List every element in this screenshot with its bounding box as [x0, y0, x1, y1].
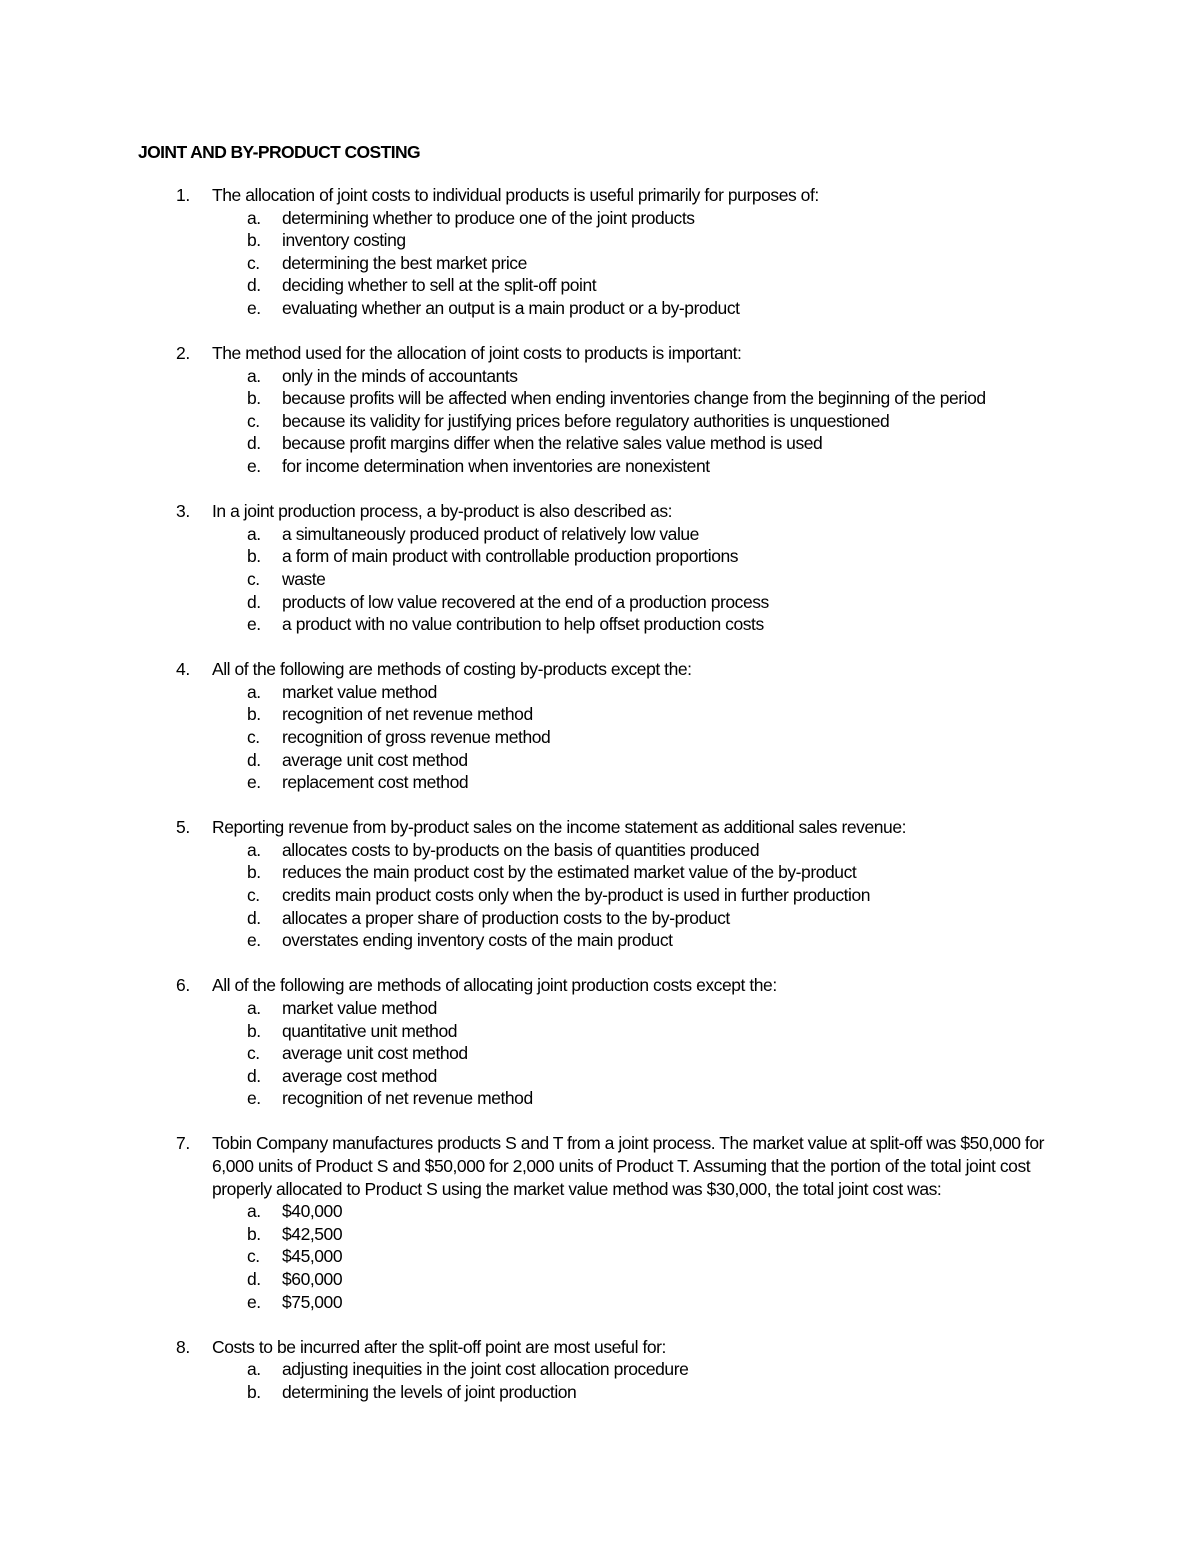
- question-number: 5.: [176, 817, 190, 838]
- question-text: All of the following are methods of allocating joint production costs except the:: [212, 975, 777, 996]
- option-letter: b.: [247, 388, 261, 409]
- option-letter: e.: [247, 930, 261, 951]
- option-letter: a.: [247, 1201, 261, 1222]
- option-letter: d.: [247, 275, 261, 296]
- option-letter: a.: [247, 365, 261, 386]
- option-text: a simultaneously produced product of relatively low value: [282, 523, 699, 544]
- answer-option: [0, 410, 1200, 433]
- option-letter: c.: [247, 410, 260, 431]
- answer-option: [0, 591, 1200, 614]
- answer-option: [0, 1223, 1200, 1246]
- option-text: waste: [282, 568, 326, 589]
- answer-option: [0, 229, 1200, 252]
- option-list: [0, 681, 1200, 794]
- option-text: credits main product costs only when the by-product is used in further production: [282, 885, 871, 906]
- option-text: determining whether to produce one of the joint products: [282, 207, 695, 228]
- answer-option: [0, 681, 1200, 704]
- option-letter: e.: [247, 772, 261, 793]
- option-text: adjusting inequities in the joint cost allocation procedure: [282, 1359, 689, 1380]
- option-list: [0, 839, 1200, 952]
- answer-option: [0, 726, 1200, 749]
- option-text: recognition of gross revenue method: [282, 726, 551, 747]
- option-letter: c.: [247, 252, 260, 273]
- option-text: for income determination when inventories are nonexistent: [282, 456, 710, 477]
- option-letter: d.: [247, 591, 261, 612]
- option-letter: a.: [247, 523, 261, 544]
- question-text: The method used for the allocation of joint costs to products is important:: [212, 343, 742, 364]
- answer-option: [0, 1268, 1200, 1291]
- option-text: because profits will be affected when ending inventories change from the beginning of the period: [282, 388, 986, 409]
- option-letter: c.: [247, 1043, 260, 1064]
- answer-option: [0, 929, 1200, 952]
- option-text: inventory costing: [282, 230, 406, 251]
- question-item: [0, 184, 1200, 320]
- answer-option: [0, 523, 1200, 546]
- answer-option: [0, 1200, 1200, 1223]
- option-text: quantitative unit method: [282, 1020, 458, 1041]
- option-letter: d.: [247, 749, 261, 770]
- option-list: [0, 1200, 1200, 1313]
- question-list: [0, 184, 1200, 1426]
- question-item: [0, 816, 1200, 952]
- option-letter: b.: [247, 230, 261, 251]
- answer-option: [0, 252, 1200, 275]
- answer-option: [0, 207, 1200, 230]
- option-text: recognition of net revenue method: [282, 704, 533, 725]
- document-title: JOINT AND BY-PRODUCT COSTING: [138, 142, 421, 162]
- question-item: [0, 1132, 1200, 1313]
- question-number: 6.: [176, 975, 190, 996]
- option-letter: b.: [247, 546, 261, 567]
- answer-option: [0, 749, 1200, 772]
- question-text: In a joint production process, a by-product is also described as:: [212, 501, 673, 522]
- question-text: Costs to be incurred after the split-off point are most useful for:: [212, 1336, 666, 1357]
- answer-option: [0, 568, 1200, 591]
- option-text: average unit cost method: [282, 749, 468, 770]
- option-letter: b.: [247, 704, 261, 725]
- option-letter: a.: [247, 681, 261, 702]
- option-text: $75,000: [282, 1291, 343, 1312]
- option-letter: b.: [247, 1381, 261, 1402]
- option-text: allocates a proper share of production costs to the by-product: [282, 907, 730, 928]
- question-number: 8.: [176, 1336, 190, 1357]
- question-item: [0, 342, 1200, 478]
- question-number: 7.: [176, 1133, 190, 1154]
- answer-option: [0, 703, 1200, 726]
- option-text: allocates costs to by-products on the basis of quantities produced: [282, 839, 760, 860]
- question-number: 2.: [176, 343, 190, 364]
- option-letter: b.: [247, 1020, 261, 1041]
- option-text: products of low value recovered at the end of a production process: [282, 591, 769, 612]
- option-letter: c.: [247, 885, 260, 906]
- option-text: market value method: [282, 997, 437, 1018]
- option-letter: b.: [247, 862, 261, 883]
- option-text: replacement cost method: [282, 772, 469, 793]
- option-text: because its validity for justifying prices before regulatory authorities is unquestioned: [282, 410, 890, 431]
- question-text: The allocation of joint costs to individual products is useful primarily for purposes of:: [212, 185, 819, 205]
- answer-option: [0, 907, 1200, 930]
- option-text: average cost method: [282, 1065, 437, 1086]
- option-letter: c.: [247, 726, 260, 747]
- option-text: $42,500: [282, 1223, 343, 1244]
- answer-option: [0, 545, 1200, 568]
- option-letter: c.: [247, 568, 260, 589]
- answer-option: [0, 613, 1200, 636]
- option-letter: a.: [247, 207, 261, 228]
- answer-option: [0, 274, 1200, 297]
- option-letter: a.: [247, 1359, 261, 1380]
- option-letter: e.: [247, 1291, 261, 1312]
- option-letter: d.: [247, 907, 261, 928]
- answer-option: [0, 1087, 1200, 1110]
- option-list: [0, 523, 1200, 636]
- option-list: [0, 997, 1200, 1110]
- option-text: a form of main product with controllable production proportions: [282, 546, 739, 567]
- option-letter: e.: [247, 297, 261, 318]
- option-text: evaluating whether an output is a main product or a by-product: [282, 297, 740, 318]
- option-letter: c.: [247, 1246, 260, 1267]
- option-letter: a.: [247, 839, 261, 860]
- question-item: [0, 658, 1200, 794]
- option-text: $40,000: [282, 1201, 343, 1222]
- question-text: Tobin Company manufactures products S and T from a joint process. The market value at split-off was $50,000 for 6,000 units of Product S and $50,000 for 2,000 units of Product T. Assuming that the portion of the total joint cost properly allocated to Product S using the market value method was $30,000, the total joint cost was:: [212, 1133, 1044, 1199]
- question-item: [0, 500, 1200, 636]
- option-letter: d.: [247, 433, 261, 454]
- option-letter: e.: [247, 614, 261, 635]
- option-text: average unit cost method: [282, 1043, 468, 1064]
- answer-option: [0, 1065, 1200, 1088]
- option-text: because profit margins differ when the relative sales value method is used: [282, 433, 823, 454]
- option-list: [0, 207, 1200, 320]
- answer-option: [0, 884, 1200, 907]
- option-list: [0, 1358, 1200, 1403]
- answer-option: [0, 1381, 1200, 1404]
- option-text: determining the levels of joint production: [282, 1381, 577, 1402]
- answer-option: [0, 1245, 1200, 1268]
- option-text: recognition of net revenue method: [282, 1088, 533, 1109]
- option-text: determining the best market price: [282, 252, 527, 273]
- option-text: $45,000: [282, 1246, 343, 1267]
- question-number: 1.: [176, 185, 190, 205]
- option-text: a product with no value contribution to help offset production costs: [282, 614, 764, 635]
- answer-option: [0, 1042, 1200, 1065]
- question-text: Reporting revenue from by-product sales on the income statement as additional sales revenue:: [212, 817, 907, 838]
- question-item: [0, 1336, 1200, 1404]
- answer-option: [0, 297, 1200, 320]
- option-text: reduces the main product cost by the estimated market value of the by-product: [282, 862, 857, 883]
- answer-option: [0, 1291, 1200, 1314]
- option-letter: a.: [247, 997, 261, 1018]
- answer-option: [0, 861, 1200, 884]
- answer-option: [0, 1358, 1200, 1381]
- option-text: $60,000: [282, 1268, 343, 1289]
- answer-option: [0, 997, 1200, 1020]
- answer-option: [0, 432, 1200, 455]
- option-letter: e.: [247, 456, 261, 477]
- option-text: deciding whether to sell at the split-off point: [282, 275, 597, 296]
- answer-option: [0, 839, 1200, 862]
- question-number: 3.: [176, 501, 190, 522]
- option-letter: d.: [247, 1065, 261, 1086]
- option-letter: e.: [247, 1088, 261, 1109]
- answer-option: [0, 455, 1200, 478]
- answer-option: [0, 365, 1200, 388]
- answer-option: [0, 771, 1200, 794]
- answer-option: [0, 387, 1200, 410]
- question-text: All of the following are methods of costing by-products except the:: [212, 659, 692, 680]
- question-number: 4.: [176, 659, 190, 680]
- question-item: [0, 974, 1200, 1110]
- option-list: [0, 365, 1200, 478]
- option-letter: d.: [247, 1268, 261, 1289]
- option-letter: b.: [247, 1223, 261, 1244]
- option-text: market value method: [282, 681, 437, 702]
- answer-option: [0, 1020, 1200, 1043]
- option-text: overstates ending inventory costs of the main product: [282, 930, 673, 951]
- option-text: only in the minds of accountants: [282, 365, 518, 386]
